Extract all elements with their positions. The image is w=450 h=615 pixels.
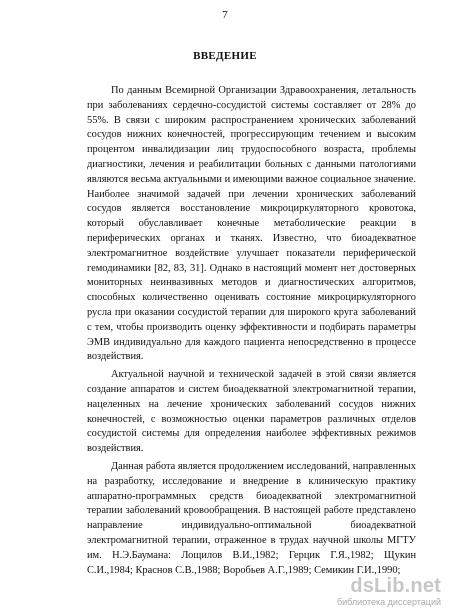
body-text: [87, 84, 416, 581]
paragraph-task: Актуальной научной и технической задачей в этой связи является создание аппаратов и систем биоадекватной электромагнитной терапии, нацеленных на лечение хронических заболеваний сосудов нижних конечностей, с возможностью оценки параметров различных отделов сосудистой системы для определения наиболее эффективных режимов воздействия.: [87, 369, 416, 455]
page-number: 7: [222, 9, 228, 21]
paragraph-intro: По данным Всемирной Организации Здравоохранения, летальность при заболеваниях сердечно-сосудистой системы составляет от 28% до 55%. В связи с широким распространением хронических заболеваний сосудов нижних конечностей, прогрессирующим течением и высоким процентом инвалидизации лиц трудоспособного возраста, проблемы диагностики, лечения и реабилитации больных с данными патологиями являются весьма актуальными и имеющими важное социальное значение. Наиболее значимой задачей при лечении хронических заболеваний сосудов является восстановление микроциркуляторного кровотока, который обуславливает конечные метаболические реакции в периферических органах и тканях. Известно, что биоадекватное электромагнитное воздействие улучшает показатели периферической гемодинамики [82, 83, 31]. Однако в настоящий момент нет достоверных мониторных неинвазивных методов и диагностических алгоритмов, способных количественно оценивать состояние микроциркуляторного русла при оказании сосудистой терапии для широкого круга заболеваний с тем, чтобы производить оценку эффективности и подбирать параметры ЭМВ индивидуально для каждого пациента непосредственно в процессе воздействия.: [87, 85, 416, 363]
watermark-logo: dsLib.net: [350, 575, 441, 597]
watermark-caption: библиотека диссертаций: [336, 597, 441, 607]
paragraph-work: Данная работа является продолжением исследований, направленных на разработку, исследование и внедрение в клиническую практику аппаратно-программных средств биоадекватной электромагнитной терапии заболеваний кровообращения. В настоящей работе представлено направление индивидуально-оптимальной биоадекватной электромагнитной терапии, отраженное в трудах научной школы МГТУ им. Н.Э.Баумана: Лощилов В.И.,1982; Герцик Г.Я.,1982; Щукин С.И.,1984; Краснов С.В.,1988; Воробьев А.Г.,1989; Семикин Г.И.,1990;: [87, 460, 416, 576]
section-heading: ВВЕДЕНИЕ: [193, 50, 257, 62]
site-watermark: [323, 575, 441, 609]
